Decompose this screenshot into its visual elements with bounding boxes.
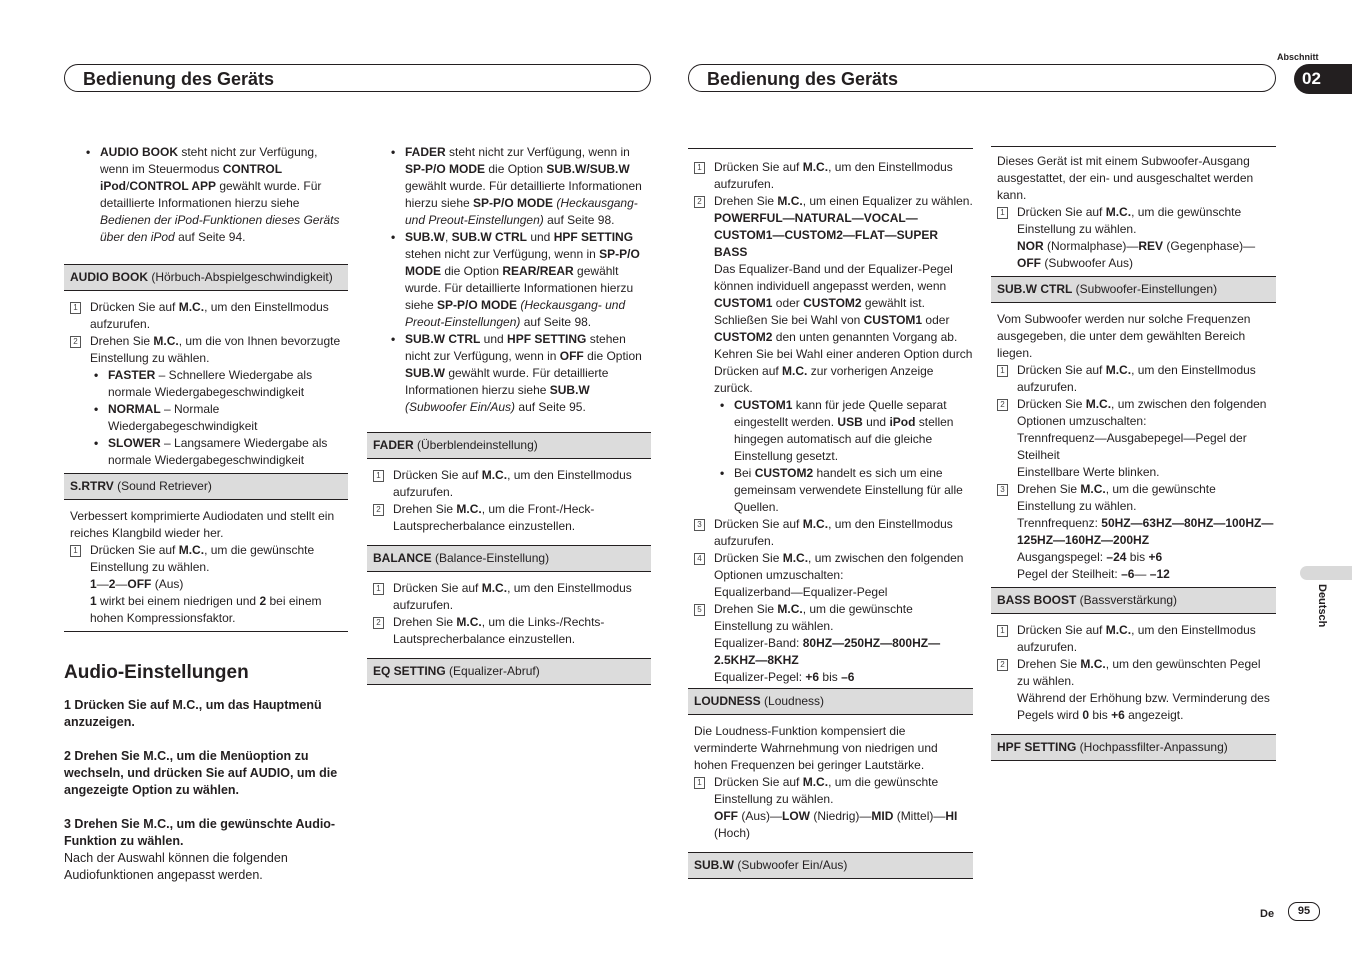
audiobook-note: • AUDIO BOOK steht nicht zur Verfügung, wenn im Steuermodus CONTROL iPod/CONTROL APP gewählt wurde. Für detaillierte Informationen hierzu siehe Bedienen der iPod-Funktionen dieses Geräts über den iPod auf Seite 94. — [82, 144, 348, 246]
balance-step-1: 1 Drücken Sie auf M.C., um den Einstellmodus aufzurufen. — [373, 580, 651, 614]
subw-step-1: 1 Drücken Sie auf M.C., um die gewünschte Einstellung zu wählen. — [997, 204, 1276, 238]
option-faster: • FASTER – Schnellere Wiedergabe als normale Wiedergabegeschwindigkeit — [90, 367, 348, 401]
subw-values: NOR (Normalphase)—REV (Gegenphase)—OFF (Subwoofer Aus) — [1017, 239, 1256, 270]
left-header — [64, 64, 651, 92]
bass-step-2: 2 Drehen Sie M.C., um den gewünschten Pegel zu wählen. — [997, 656, 1276, 690]
left-header-title: Bedienung des Geräts — [83, 69, 275, 89]
eq-step-1: 1 Drücken Sie auf M.C., um den Einstellmodus aufzurufen. — [694, 159, 973, 193]
page-number-text: 95 — [1297, 905, 1311, 917]
side-tab-label: Deutsch — [1316, 584, 1328, 628]
bass-boost-heading: BASS BOOST (Bassverstärkung) — [991, 587, 1276, 614]
eq-level: Equalizer-Pegel: +6 bis –6 — [714, 670, 855, 684]
srtrv-note: 1 wirkt bei einem niedrigen und 2 bei einem hohen Kompressionsfaktor. — [90, 594, 322, 625]
column-4 — [991, 146, 1276, 769]
eq-step-5: 5 Drehen Sie M.C., um die gewünschte Einstellung zu wählen. — [694, 601, 973, 635]
audio-settings-title: Audio-Einstellungen — [64, 662, 249, 683]
subw-ctrl-blink-note: Einstellbare Werte blinken. — [1017, 465, 1160, 479]
srtrv-heading: S.RTRV (Sound Retriever) — [64, 473, 348, 500]
subw-ctrl-note: • SUB.W CTRL und HPF SETTING stehen nicht zur Verfügung, wenn in OFF die Option SUB.W gewählt wurde. Für detaillierte Informationen hierzu siehe SUB.W (Subwoofer Ein/Aus) auf Seite 95. — [387, 331, 651, 416]
column-3 — [688, 148, 973, 887]
column-top-rule — [688, 148, 973, 149]
fader-step-2: 2 Drehen Sie M.C., um die Front-/Heck-Lautsprecherbalance einzustellen. — [373, 501, 651, 535]
option-slower: • SLOWER – Langsamere Wiedergabe als normale Wiedergabegeschwindigkeit — [90, 435, 348, 469]
section-number-badge — [1294, 64, 1352, 94]
right-header-title: Bedienung des Geräts — [707, 69, 899, 89]
subw-ctrl-options: Trennfrequenz—Ausgabepegel—Pegel der Steilheit — [1017, 431, 1247, 462]
loudness-intro: Die Loudness-Funktion kompensiert die verminderte Wahrnehmung von niedrigen und hohen Frequenzen bei geringer Lautstärke. — [694, 724, 938, 772]
custom2-note: • Bei CUSTOM2 handelt es sich um eine gemeinsam verwendete Einstellung für alle Quellen. — [716, 465, 973, 516]
audiobook-options — [90, 367, 348, 469]
section-number: 02 — [1302, 69, 1321, 88]
output-level: Ausgangspegel: –24 bis +6 — [1017, 550, 1163, 564]
subw-ctrl-step-3: 3 Drehen Sie M.C., um die gewünschte Einstellung zu wählen. — [997, 481, 1276, 515]
bass-step-1: 1 Drücken Sie auf M.C., um den Einstellmodus aufzurufen. — [997, 622, 1276, 656]
eq-setting-heading: EQ SETTING (Equalizer-Abruf) — [367, 658, 651, 685]
fader-heading: FADER (Überblendeinstellung) — [367, 432, 651, 459]
subw-ctrl-intro: Vom Subwoofer werden nur solche Frequenzen ausgegeben, die unter dem gewählten Bereich liegen. — [997, 312, 1251, 360]
srtrv-values: 1—2—OFF (Aus) — [90, 577, 184, 591]
audio-note: Nach der Auswahl können die folgenden Audiofunktionen angepasst werden. — [64, 851, 288, 882]
custom1-note: • CUSTOM1 kann für jede Quelle separat eingestellt werden. USB und iPod stellen hingegen automatisch auf die gleiche Einstellung gesetzt. — [716, 397, 973, 465]
eq-step-3: 3 Drücken Sie auf M.C., um den Einstellmodus aufzurufen. — [694, 516, 973, 550]
audio-step-3: 3 Drehen Sie M.C., um die gewünschte Audio-Funktion zu wählen. — [64, 817, 336, 848]
option-normal: • NORMAL – Normale Wiedergabegeschwindigkeit — [90, 401, 348, 435]
srtrv-intro: Verbessert komprimierte Audiodaten und stellt ein reiches Klangbild wieder her. — [70, 509, 335, 540]
eq-step-4: 4 Drücken Sie M.C., um zwischen den folgenden Optionen umzuschalten: — [694, 550, 973, 584]
balance-heading: BALANCE (Balance-Einstellung) — [367, 545, 651, 572]
subw-intro: Dieses Gerät ist mit einem Subwoofer-Ausgang ausgestattet, der ein- und ausgeschaltet werden kann. — [997, 154, 1254, 202]
audiobook-step-1: 1 Drücken Sie auf M.C., um den Einstellmodus aufzurufen. — [70, 299, 348, 333]
column-1 — [64, 144, 348, 884]
eq-band: Equalizer-Band: 80HZ—250HZ—800HZ—2.5KHZ—8KHZ — [714, 636, 941, 667]
slope-level: Pegel der Steilheit: –6— –12 — [1017, 567, 1170, 581]
fader-step-1: 1 Drücken Sie auf M.C., um den Einstellmodus aufzurufen. — [373, 467, 651, 501]
loudness-heading: LOUDNESS (Loudness) — [688, 688, 973, 715]
eq-step-2: 2 Drehen Sie M.C., um einen Equalizer zu wählen. — [694, 193, 973, 210]
subw-ctrl-step-2: 2 Drücken Sie M.C., um zwischen den folgenden Optionen umzuschalten: — [997, 396, 1276, 430]
divider — [64, 631, 348, 632]
eq-presets: POWERFUL—NATURAL—VOCAL—CUSTOM1—CUSTOM2—FLAT—SUPER BASS — [714, 211, 939, 259]
eq-step-4-options: Equalizerband—Equalizer-Pegel — [714, 585, 888, 599]
srtrv-step-1: 1 Drücken Sie auf M.C., um die gewünschte Einstellung zu wählen. — [70, 542, 348, 576]
eq-description: Das Equalizer-Band und der Equalizer-Pegel können individuell angepasst werden, wenn CUSTOM1 oder CUSTOM2 gewählt ist. Schließen Sie bei Wahl von CUSTOM1 oder CUSTOM2 den unten genannten Vorgang ab. Kehren Sie bei Wahl einer anderen Option durch Drücken auf M.C. zur vorherigen Anzeige zurück. — [714, 262, 973, 395]
subw-heading: SUB.W (Subwoofer Ein/Aus) — [688, 852, 973, 879]
column-2 — [367, 144, 651, 693]
audiobook-step-2: 2 Drehen Sie M.C., um die von Ihnen bevorzugte Einstellung zu wählen. — [70, 333, 348, 367]
subw-note: • SUB.W, SUB.W CTRL und HPF SETTING stehen nicht zur Verfügung, wenn in SP-P/O MODE die Option REAR/REAR gewählt wurde. Für detaillierte Informationen hierzu siehe SP-P/O MODE (Heckausgang- und Preout-Einstellungen) auf Seite 98. — [387, 229, 651, 331]
audio-step-2: 2 Drehen Sie M.C., um die Menüoption zu wechseln, und drücken Sie auf AUDIO, um die angezeigte Option zu wählen. — [64, 749, 338, 797]
side-tab — [1300, 566, 1352, 580]
section-label: Abschnitt — [1277, 52, 1319, 62]
loudness-step-1: 1 Drücken Sie auf M.C., um die gewünschte Einstellung zu wählen. — [694, 774, 973, 808]
audio-step-1: 1 Drücken Sie auf M.C., um das Hauptmenü anzuzeigen. — [64, 698, 322, 729]
loudness-values: OFF (Aus)—LOW (Niedrig)—MID (Mittel)—HI (Hoch) — [714, 809, 958, 840]
subw-ctrl-heading: SUB.W CTRL (Subwoofer-Einstellungen) — [991, 276, 1276, 303]
language-code: De — [1260, 908, 1275, 920]
audiobook-heading: AUDIO BOOK (Hörbuch-Abspielgeschwindigkeit) — [64, 264, 348, 291]
right-header — [688, 64, 1276, 92]
hpf-setting-heading: HPF SETTING (Hochpassfilter-Anpassung) — [991, 734, 1276, 761]
page-number — [1288, 902, 1320, 921]
subw-ctrl-step-1: 1 Drücken Sie auf M.C., um den Einstellmodus aufzurufen. — [997, 362, 1276, 396]
cutoff-frequency: Trennfrequenz: 50HZ—63HZ—80HZ—100HZ—125HZ—160HZ—200HZ — [1017, 516, 1274, 547]
balance-step-2: 2 Drehen Sie M.C., um die Links-/Rechts-Lautsprecherbalance einzustellen. — [373, 614, 651, 648]
bass-note: Während der Erhöhung bzw. Verminderung des Pegels wird 0 bis +6 angezeigt. — [1017, 691, 1270, 722]
fader-note: • FADER steht nicht zur Verfügung, wenn in SP-P/O MODE die Option SUB.W/SUB.W gewählt wurde. Für detaillierte Informationen hierzu siehe SP-P/O MODE (Heckausgang- und Preout-Einstellungen) auf Seite 98. — [387, 144, 651, 229]
